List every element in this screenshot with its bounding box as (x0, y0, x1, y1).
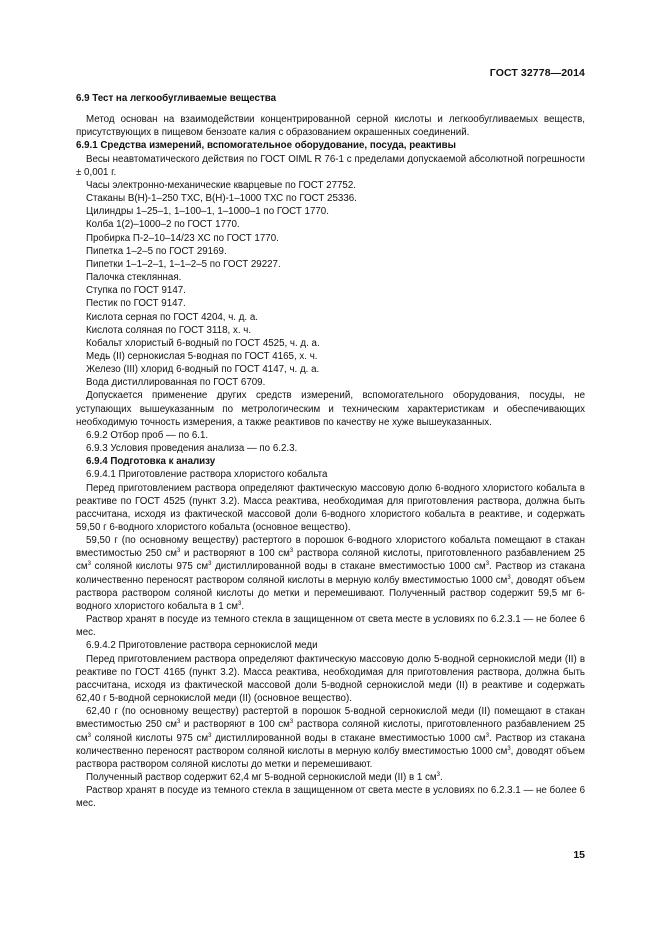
list-item: Пестик по ГОСТ 9147. (86, 298, 186, 310)
document-code: ГОСТ 32778—2014 (489, 67, 585, 79)
list-item: Колба 1(2)–1000–2 по ГОСТ 1770. (86, 219, 240, 231)
list-item: Палочка стеклянная. (86, 272, 182, 284)
copper-paragraph-1: Перед приготовлением раствора определяют фактическую массовую долю 5-водной сернокислой меди (II) в реактиве по ГОСТ 4165 (пункт 3.2). Масса реактива, необходимая для приготовления раствора, должна быть рассчитана, исходя из фактической массовой доли 5-водной сернокислой меди (II) в реактиве и содержать 62,40 г 5-водной сернокислой меди (II) (основное вещество). (76, 653, 585, 705)
text-fragment: и растворяют в 100 см (180, 548, 290, 560)
copper-paragraph-4: Раствор хранят в посуде из темного стекла в защищенном от света месте в условиях по 6.2.3.1 — не более 6 мес. (76, 785, 585, 810)
equipment-list (76, 153, 585, 390)
list-item: Часы электронно-механические кварцевые по ГОСТ 27752. (86, 179, 356, 191)
superscript: 3 (238, 600, 242, 607)
text-fragment: . Раствор из стакана количественно переносят раствором соляной кислоты в мерную колбу вместимостью 1000 см (76, 561, 585, 586)
superscript: 3 (176, 548, 181, 555)
list-item: Ступка по ГОСТ 9147. (86, 285, 186, 297)
superscript: 3 (485, 561, 490, 568)
section-6-9-3: 6.9.3 Условия проведения анализа — по 6.2.3. (86, 443, 298, 455)
text-fragment: . (439, 771, 443, 783)
text-fragment: Полученный раствор содержит 62,4 мг 5-водной сернокислой меди (II) в 1 см (86, 771, 437, 783)
section-6-9-4-title: 6.9.4 Подготовка к анализу (86, 456, 216, 468)
list-item: Железо (III) хлорид 6-водный по ГОСТ 4147, ч. д. а. (86, 364, 320, 376)
superscript: 3 (289, 548, 294, 555)
text-fragment: дистиллированной воды в стакане вместимостью 1000 см (211, 732, 486, 744)
list-item: Пробирка П-2–10–14/23 ХС по ГОСТ 1770. (86, 232, 279, 244)
superscript: 3 (436, 771, 440, 778)
superscript: 3 (208, 561, 212, 568)
section-6-9-title: 6.9 Тест на легкообугливаемые вещества (76, 93, 277, 104)
text-fragment: . Раствор из стакана количественно переносят раствором соляной кислоты в мерную колбу вместимостью 1000 см (76, 732, 585, 757)
text-fragment: 59,50 г (по основному веществу) растертого в порошок 6-водного хлористого кобальта помещают в стакан вместимостью 250 см (76, 535, 585, 560)
text-fragment: . (241, 600, 245, 612)
list-item: Вода дистиллированная по ГОСТ 6709. (86, 377, 266, 389)
superscript: 3 (485, 732, 490, 739)
list-item: Медь (II) сернокислая 5-водная по ГОСТ 4165, х. ч. (86, 350, 318, 362)
text-fragment: раствора соляной кислоты, приготовленного разбавлением 25 см (76, 719, 585, 744)
text-fragment: соляной кислоты 975 см (90, 561, 209, 573)
superscript: 3 (176, 719, 181, 726)
superscript: 3 (507, 745, 511, 752)
superscript: 3 (507, 574, 511, 581)
page-number: 15 (573, 849, 585, 861)
cobalt-paragraph-3: Раствор хранят в посуде из темного стекла в защищенном от света месте в условиях по 6.2.3.1 — не более 6 мес. (76, 614, 585, 639)
list-item: Кислота соляная по ГОСТ 3118, х. ч. (86, 324, 252, 336)
text-fragment: 62,40 г (по основному веществу) растертой в порошок 5-водной сернокислой меди (II) помещают в стакан вместимостью 250 см (76, 706, 585, 731)
text-fragment: соляной кислоты 975 см (90, 732, 209, 744)
cobalt-paragraph-2 (76, 534, 585, 613)
list-item: Пипетка 1–2–5 по ГОСТ 29169. (86, 245, 227, 257)
section-6-9-4-2-title: 6.9.4.2 Приготовление раствора сернокислой меди (86, 640, 318, 652)
list-item: Пипетки 1–1–2–1, 1–1–2–5 по ГОСТ 29227. (86, 258, 281, 270)
text-fragment: дистиллированной воды в стакане вместимостью 1000 см (211, 561, 486, 573)
list-item: Стаканы В(Н)-1–250 ТХС, В(Н)-1–1000 ТХС по ГОСТ 25336. (86, 193, 357, 205)
equipment-note: Допускается применение других средств измерений, вспомогательного оборудования, посуды, не уступающих вышеуказанным по метрологическим и техническим характеристикам и обеспечивающих необходимую точность измерения, а также реактивов по качеству не хуже вышеуказанных. (76, 390, 585, 428)
text-fragment: , доводят объем раствора раствором соляной кислоты до метки и перемешивают. Полученный раствор содержит 59,5 мг 6-водного хлористого кобальта в 1 см (76, 574, 585, 612)
copper-paragraph-2 (76, 705, 585, 771)
list-item: Кобальт хлористый 6-водный по ГОСТ 4525, ч. д. а. (86, 337, 320, 349)
superscript: 3 (208, 732, 212, 739)
section-6-9-1-title: 6.9.1 Средства измерений, вспомогательное оборудование, посуда, реактивы (76, 140, 456, 152)
list-item: Цилиндры 1–25–1, 1–100–1, 1–1000–1 по ГОСТ 1770. (86, 206, 329, 218)
cobalt-paragraph-1: Перед приготовлением раствора определяют фактическую массовую долю 6-водного хлористого кобальта в реактиве по ГОСТ 4525 (пункт 3.2). Масса реактива, необходимая для приготовления раствора, должна быть рассчитана, исходя из фактической массовой доли 6-водного хлористого кобальта в реактиве, и содержать 59,50 г 6-водного хлористого кобальта (основное вещество). (76, 482, 585, 533)
section-6-9-2: 6.9.2 Отбор проб — по 6.1. (86, 429, 209, 441)
section-6-9-intro: Метод основан на взаимодействии концентрированной серной кислоты и легкообугливаемых веществ, присутствующих в пищевом бензоате калия с образованием окрашенных соединений. (76, 114, 585, 139)
copper-paragraph-3 (76, 771, 585, 784)
list-item: Весы неавтоматического действия по ГОСТ OIML R 76-1 с пределами допускаемой абсолютной погрешности ± 0,001 г. (76, 153, 585, 178)
text-fragment: раствора соляной кислоты, приготовленного разбавлением 25 см (76, 548, 585, 573)
text-fragment: и растворяют в 100 см (180, 719, 290, 731)
superscript: 3 (87, 732, 91, 739)
section-6-9-4-1-title: 6.9.4.1 Приготовление раствора хлористого кобальта (86, 469, 328, 481)
superscript: 3 (289, 719, 294, 726)
text-fragment: , доводят объем раствора раствором соляной кислоты до метки и перемешивают. (76, 745, 585, 770)
page-content (76, 92, 585, 810)
list-item: Кислота серная по ГОСТ 4204, ч. д. а. (86, 311, 258, 323)
superscript: 3 (87, 561, 91, 568)
